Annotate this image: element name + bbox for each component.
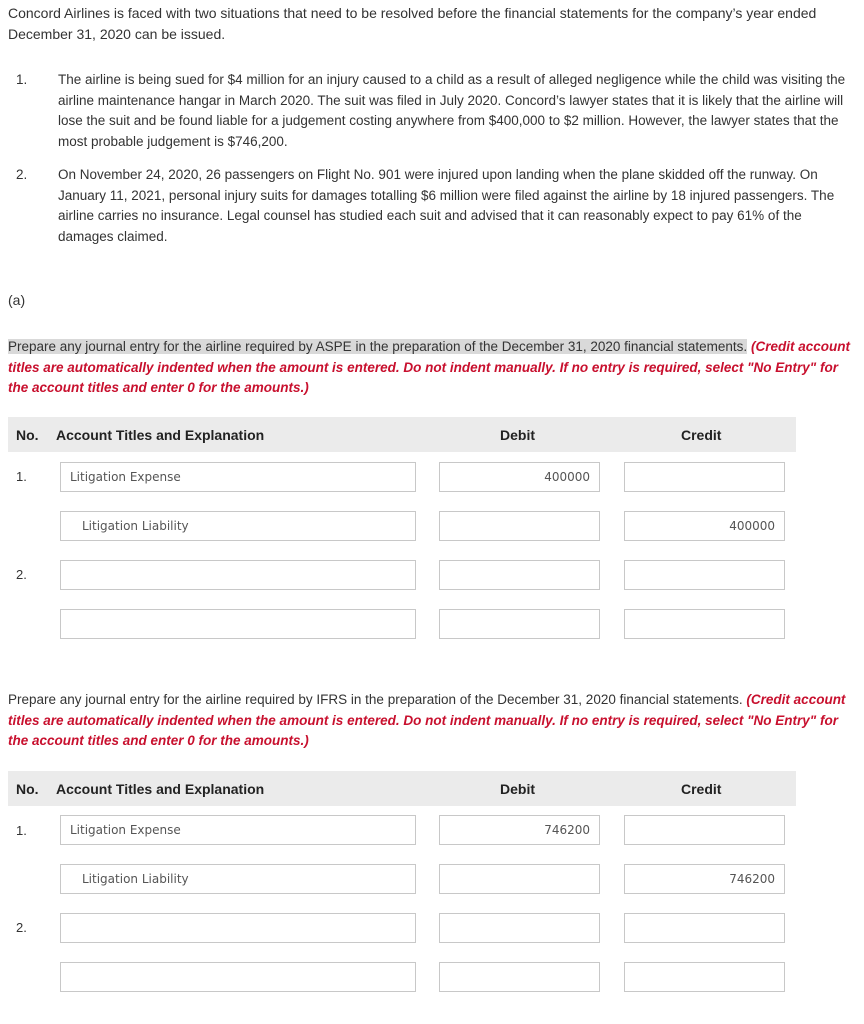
debit-input[interactable] [439,511,600,541]
credit-input[interactable]: 400000 [624,511,785,541]
account-title-input[interactable]: Litigation Expense [60,815,416,845]
entry-number: 1. [16,469,27,484]
ifrs-instruction-note: (Credit account titles are automatically indented when the amount is entered. Do not indent manually. If no entry is required, select "No Entry" for the account titles and enter 0 for the amounts.) [8,692,846,748]
header-no: No. [16,781,39,797]
credit-input[interactable] [624,462,785,492]
credit-input[interactable] [624,560,785,590]
account-title-input[interactable] [60,609,416,639]
credit-input[interactable] [624,815,785,845]
account-title-input[interactable]: Litigation Liability [60,511,416,541]
part-label: (a) [8,292,26,308]
account-title-input[interactable] [60,962,416,992]
credit-input[interactable] [624,962,785,992]
situation-text: On November 24, 2020, 26 passengers on Flight No. 901 were injured upon landing when the plane skidded off the runway. On January 11, 2021, personal injury suits for damages totalling $6 million were filed against the airline by 18 injured passengers. The airline carries no insurance. Legal counsel has studied each suit and advised that it can reasonably expect to pay 61% of the damages claimed. [58,167,835,244]
account-title-input[interactable] [60,913,416,943]
header-debit: Debit [500,781,535,797]
debit-input[interactable] [439,864,600,894]
debit-input[interactable] [439,560,600,590]
account-title-input[interactable] [60,560,416,590]
debit-input[interactable] [439,913,600,943]
situation-text: The airline is being sued for $4 million for an injury caused to a child as a result of alleged negligence while the child was visiting the airline maintenance hangar in March 2020. The suit was filed in July 2020. Concord’s lawyer states that it is likely that the airline will lose the suit and be found liable for a judgement costing anywhere from $400,000 to $2 million. However, the lawyer states that the most probable judgement is $746,200. [58,72,846,149]
aspe-instructions [8,337,858,399]
entry-number: 2. [16,920,27,935]
debit-input[interactable]: 746200 [439,815,600,845]
aspe-instruction-note: (Credit account titles are automatically indented when the amount is entered. Do not indent manually. If no entry is required, select "No Entry" for the account titles and enter 0 for the amounts.) [8,339,850,395]
header-credit: Credit [681,781,722,797]
credit-input[interactable] [624,609,785,639]
account-title-input[interactable]: Litigation Expense [60,462,416,492]
aspe-instruction-text: Prepare any journal entry for the airline required by ASPE in the preparation of the December 31, 2020 financial statements. [8,339,748,354]
aspe-table-header [8,417,796,452]
situation-number: 2. [16,167,28,182]
header-account: Account Titles and Explanation [56,781,265,797]
credit-input[interactable]: 746200 [624,864,785,894]
header-debit: Debit [500,427,535,443]
account-title-input[interactable]: Litigation Liability [60,864,416,894]
ifrs-table-header [8,771,796,806]
debit-input[interactable] [439,609,600,639]
ifrs-instruction-text: Prepare any journal entry for the airline required by IFRS in the preparation of the December 31, 2020 financial statements. [8,692,743,707]
header-credit: Credit [681,427,722,443]
ifrs-instructions [8,690,858,752]
problem-intro: Concord Airlines is faced with two situations that need to be resolved before the financial statements for the company’s year ended December 31, 2020 can be issued. [8,5,817,42]
header-account: Account Titles and Explanation [56,427,265,443]
debit-input[interactable]: 400000 [439,462,600,492]
entry-number: 2. [16,567,27,582]
debit-input[interactable] [439,962,600,992]
header-no: No. [16,427,39,443]
credit-input[interactable] [624,913,785,943]
entry-number: 1. [16,823,27,838]
situation-number: 1. [16,72,28,87]
